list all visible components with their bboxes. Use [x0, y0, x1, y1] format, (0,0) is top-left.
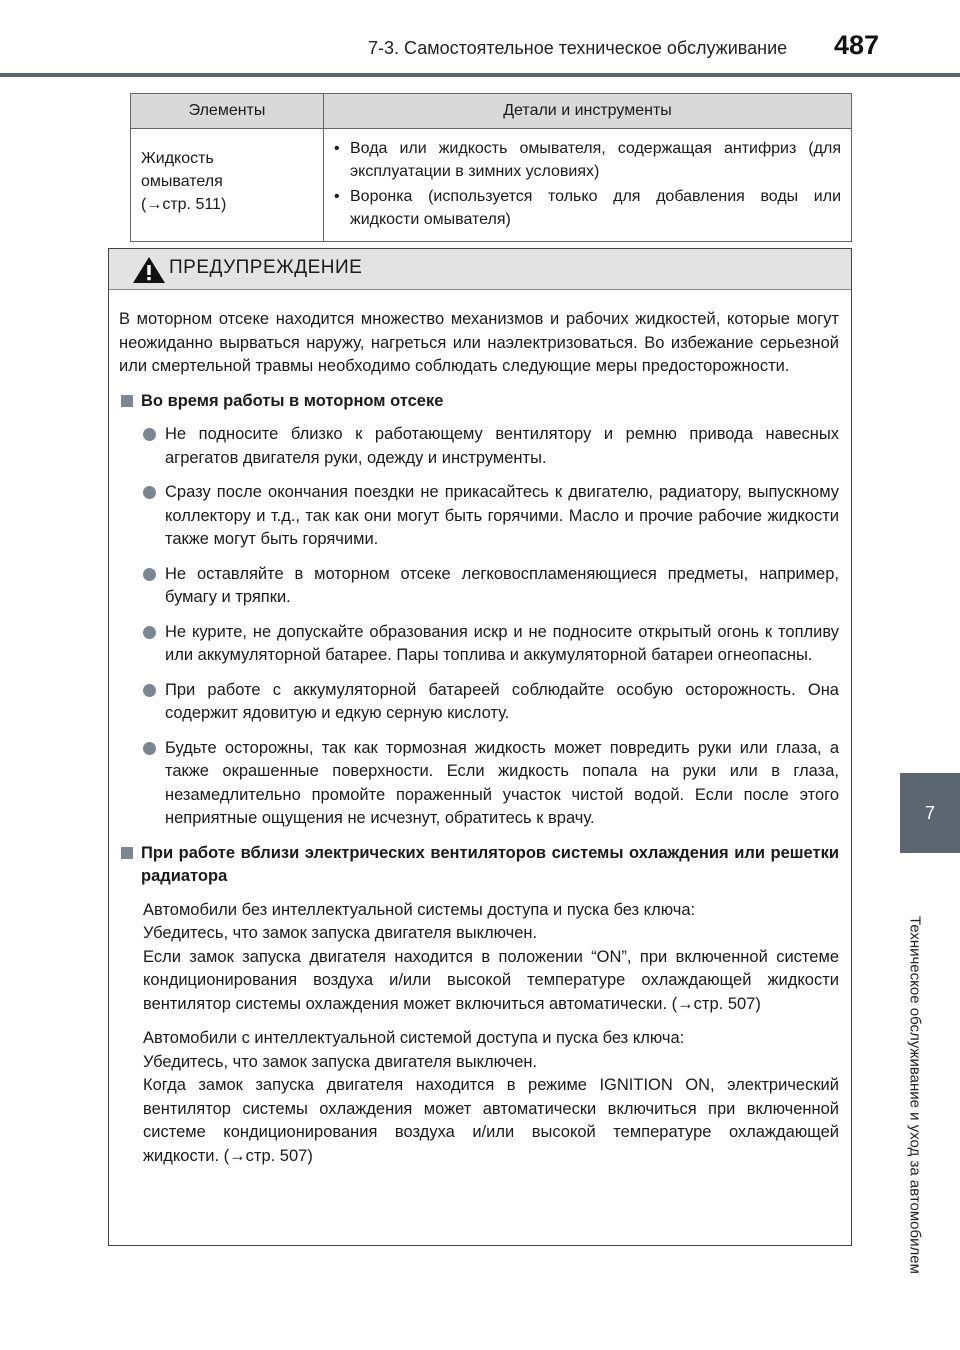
warning-intro: В моторном отсеке находится множество механизмов и рабочих жидкостей, которые могут неожиданно вырваться наружу, нагреться или наэлектризоваться. Во избежание серьезной или смертельной травмы необходимо соблюдать следующие меры предосторожности. — [119, 310, 839, 375]
detail-text: Вода или жидкость омывателя, содержащая антифриз (для эксплуатации в зимних условиях) — [350, 140, 841, 180]
warning-body — [109, 290, 851, 1168]
list-item — [143, 737, 839, 831]
instruction-line: Убедитесь, что замок запуска двигателя выключен. — [143, 924, 538, 942]
list-item — [143, 563, 839, 610]
square-bullet-icon — [121, 847, 133, 859]
tools-table — [130, 93, 852, 242]
column-header-items: Элементы — [131, 94, 324, 129]
chapter-title-text: Техническое обслуживание и уход за автомобилем — [906, 916, 924, 1274]
item-page-ref: (→стр. 511) — [141, 196, 227, 213]
condition-line: Автомобили без интеллектуальной системы доступа и пуска без ключа: — [143, 900, 696, 919]
square-bullet-icon — [121, 395, 133, 407]
warning-header — [109, 249, 851, 290]
chapter-tab: 7 — [900, 773, 960, 853]
page-number: 487 — [834, 30, 880, 60]
details-cell — [324, 129, 852, 242]
section-heading — [119, 842, 839, 889]
circle-bullet-icon — [143, 428, 156, 441]
item-cell — [131, 129, 324, 242]
detail-text: Воронка (используется только для добавления воды или жидкости омывателя) — [350, 188, 841, 228]
warning-triangle-icon — [131, 255, 167, 285]
column-header-details: Детали и инструменты — [324, 94, 852, 129]
explanation-text: Если замок запуска двигателя находится в положении “ON”, при включенной системе кондиционирования воздуха и/или высокой температуре охлаждающей жидкости вентилятор системы охлаждения может включиться автоматически. (→стр. 507) — [143, 947, 839, 1013]
section-title: 7-3. Самостоятельное техническое обслуживание — [368, 38, 788, 58]
circle-bullet-icon — [143, 684, 156, 697]
bullet-icon: • — [334, 188, 340, 205]
circle-bullet-icon — [143, 626, 156, 639]
warning-box — [108, 248, 852, 1246]
detail-item — [334, 137, 841, 183]
instruction-line: Убедитесь, что замок запуска двигателя выключен. — [143, 1052, 538, 1071]
list-item — [143, 621, 839, 668]
section-heading — [119, 390, 839, 414]
list-item — [143, 423, 839, 470]
bullet-icon: • — [334, 140, 340, 157]
sub-paragraph — [143, 1027, 839, 1168]
list-item-text: Сразу после окончания поездки не прикасайтесь к двигателю, радиатору, выпускному коллектору и т.д., так как они могут быть горячими. Масло и прочие рабочие жидкости также могут быть горячими. — [165, 483, 839, 548]
circle-bullet-icon — [143, 742, 156, 755]
list-item-text: При работе с аккумуляторной батареей соблюдайте особую осторожность. Она содержит ядовитую и едкую серную кислоту. — [165, 680, 839, 722]
circle-bullet-icon — [143, 568, 156, 581]
list-item — [143, 481, 839, 552]
chapter-side-title — [893, 860, 937, 1330]
table-header-row — [131, 94, 852, 129]
item-line: омывателя — [141, 173, 223, 190]
list-item-text: Не оставляйте в моторном отсеке легковоспламеняющиеся предметы, например, бумагу и тряпки. — [165, 564, 839, 606]
section-heading-text: Во время работы в моторном отсеке — [141, 391, 444, 410]
circle-bullet-icon — [143, 486, 156, 499]
list-item-text: Не подносите близко к работающему вентилятору и ремню привода навесных агрегатов двигателя руки, одежду и инструменты. — [165, 425, 839, 467]
table-row — [131, 129, 852, 242]
list-item-text: Не курите, не допускайте образования искр и не подносите открытый огонь к топливу или аккумуляторной батарее. Пары топлива и аккумуляторной батареи огнеопасны. — [165, 622, 839, 664]
detail-item — [334, 185, 841, 231]
list-item — [143, 679, 839, 726]
sub-paragraph — [143, 899, 839, 1017]
explanation-text: Когда замок запуска двигателя находится в режиме IGNITION ON, электрический вентилятор системы охлаждения может автоматически включиться при включенной системе кондиционирования воздуха и/или высокой температуре охлаждающей жидкости. (→стр. 507) — [143, 1076, 839, 1165]
condition-line: Автомобили с интеллектуальной системой доступа и пуска без ключа: — [143, 1029, 685, 1047]
section-heading-text: При работе вблизи электрических вентиляторов системы охлаждения или решетки радиатора — [141, 843, 839, 885]
warning-title: ПРЕДУПРЕЖДЕНИЕ — [169, 257, 363, 278]
item-line: Жидкость — [141, 150, 214, 167]
header-divider — [0, 73, 960, 77]
list-item-text: Будьте осторожны, так как тормозная жидкость может повредить руки или глаза, а также окрашенные поверхности. Если жидкость попала на руки или в глаза, незамедлительно промойте пораженный участок чистой водой. Если после этого неприятные ощущения не исчезнут, обратитесь к врачу. — [165, 738, 839, 827]
